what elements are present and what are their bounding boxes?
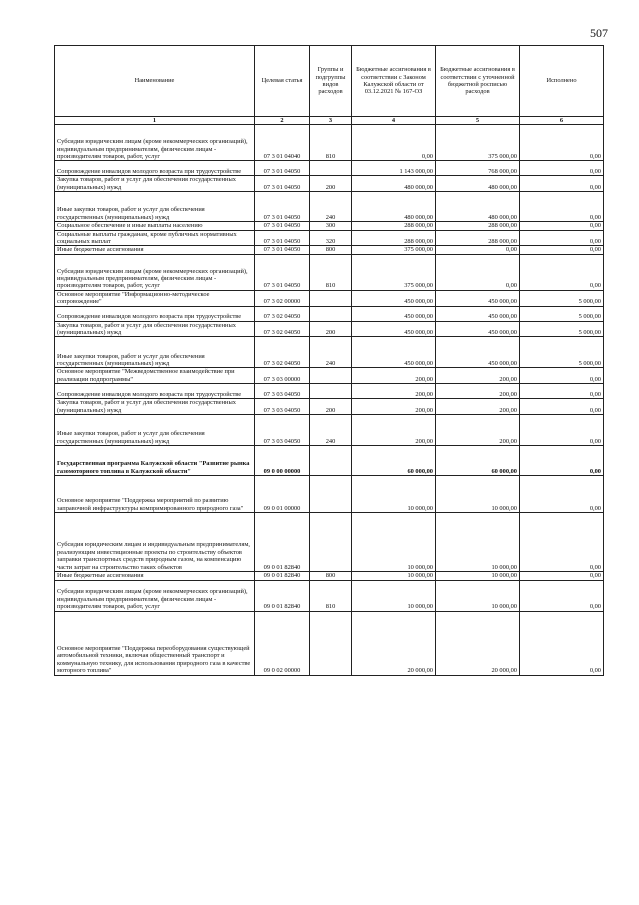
cell-code: 07 3 02 04050: [255, 337, 310, 368]
cell-executed: 0,00: [520, 513, 604, 572]
table-row: [55, 415, 604, 446]
cell-name: Субсидии юридическим лицам (кроме некоммерческих организаций), индивидуальным предпринимателям, физическим лицам - производителям товаров, работ, услуг: [55, 580, 255, 611]
cell-alloc-updated: 288 000,00: [436, 230, 520, 246]
table-row: [55, 611, 604, 675]
cell-executed: 0,00: [520, 368, 604, 384]
cell-executed: 0,00: [520, 192, 604, 222]
cell-alloc-updated: 288 000,00: [436, 222, 520, 230]
cell-code: 07 3 01 04040: [255, 125, 310, 161]
budget-table: [54, 45, 604, 676]
cell-group: 320: [310, 230, 352, 246]
header-row: [55, 46, 604, 117]
cell-name: Закупка товаров, работ и услуг для обеспечения государственных (муниципальных) нужд: [55, 399, 255, 415]
cell-name: Закупка товаров, работ и услуг для обеспечения государственных (муниципальных) нужд: [55, 321, 255, 337]
header-group: Группы и подгруппы видов расходов: [310, 46, 352, 117]
cell-group: 800: [310, 572, 352, 580]
cell-group: [310, 384, 352, 399]
table-row: [55, 176, 604, 192]
column-number: 2: [255, 117, 310, 125]
table-row: [55, 572, 604, 580]
cell-code: 09 0 01 82840: [255, 580, 310, 611]
cell-name: Сопровождение инвалидов молодого возраста при трудоустройстве: [55, 161, 255, 176]
table-row: [55, 192, 604, 222]
column-number: 5: [436, 117, 520, 125]
cell-executed: 5 000,00: [520, 321, 604, 337]
column-number: 1: [55, 117, 255, 125]
cell-group: [310, 611, 352, 675]
cell-alloc-updated: 10 000,00: [436, 476, 520, 513]
cell-name: Социальное обеспечение и иные выплаты населению: [55, 222, 255, 230]
cell-code: 07 3 01 04050: [255, 161, 310, 176]
cell-code: 09 0 01 82840: [255, 513, 310, 572]
table-row: [55, 368, 604, 384]
cell-executed: 0,00: [520, 446, 604, 476]
cell-code: 09 0 01 00000: [255, 476, 310, 513]
column-number: 3: [310, 117, 352, 125]
cell-code: 07 3 03 04050: [255, 399, 310, 415]
table-row: [55, 513, 604, 572]
cell-name: Субсидия юридическим лицам и индивидуальным предпринимателям, реализующим инвестиционные проекты по строительству объектов заправки транспортных средств природным газом, на компенсацию части затрат на строительство таких объектов: [55, 513, 255, 572]
cell-alloc-law: 0,00: [352, 125, 436, 161]
cell-executed: 0,00: [520, 611, 604, 675]
cell-name: Основное мероприятие "Поддержка переоборудования существующей автомобильной техники, включая общественный транспорт и коммунальную технику, для использования природного газа в качестве моторного топлива": [55, 611, 255, 675]
cell-alloc-law: 1 143 000,00: [352, 161, 436, 176]
header-name: Наименование: [55, 46, 255, 117]
cell-group: 810: [310, 125, 352, 161]
cell-alloc-law: 10 000,00: [352, 513, 436, 572]
cell-group: [310, 513, 352, 572]
cell-code: 07 3 03 00000: [255, 368, 310, 384]
cell-name: Основное мероприятие "Поддержка мероприятий по развитию заправочной инфраструктуры компримированного природного газа": [55, 476, 255, 513]
cell-name: Социальные выплаты гражданам, кроме публичных нормативных социальных выплат: [55, 230, 255, 246]
cell-executed: 0,00: [520, 572, 604, 580]
table-row: [55, 254, 604, 290]
cell-group: 810: [310, 580, 352, 611]
table-row: [55, 222, 604, 230]
cell-alloc-updated: 60 000,00: [436, 446, 520, 476]
cell-group: [310, 161, 352, 176]
cell-executed: 0,00: [520, 254, 604, 290]
cell-executed: 0,00: [520, 415, 604, 446]
header-code: Целевая статья: [255, 46, 310, 117]
cell-executed: 0,00: [520, 246, 604, 254]
cell-executed: 0,00: [520, 230, 604, 246]
cell-name: Иные закупки товаров, работ и услуг для обеспечения государственных (муниципальных) нужд: [55, 337, 255, 368]
cell-name: Сопровождение инвалидов молодого возраста при трудоустройстве: [55, 384, 255, 399]
cell-alloc-law: 288 000,00: [352, 230, 436, 246]
cell-alloc-law: 10 000,00: [352, 580, 436, 611]
cell-name: Иные закупки товаров, работ и услуг для обеспечения государственных (муниципальных) нужд: [55, 192, 255, 222]
cell-alloc-law: 480 000,00: [352, 176, 436, 192]
cell-alloc-updated: 20 000,00: [436, 611, 520, 675]
cell-code: 07 3 01 04050: [255, 254, 310, 290]
cell-alloc-law: 20 000,00: [352, 611, 436, 675]
cell-code: 09 0 00 00000: [255, 446, 310, 476]
header-executed: Исполнено: [520, 46, 604, 117]
cell-code: 07 3 03 04050: [255, 384, 310, 399]
cell-executed: 5 000,00: [520, 290, 604, 306]
cell-alloc-law: 200,00: [352, 368, 436, 384]
cell-alloc-updated: 10 000,00: [436, 580, 520, 611]
column-number: 6: [520, 117, 604, 125]
cell-code: 07 3 03 04050: [255, 415, 310, 446]
cell-alloc-law: 450 000,00: [352, 290, 436, 306]
table-row: [55, 321, 604, 337]
table-row: [55, 580, 604, 611]
cell-executed: 5 000,00: [520, 337, 604, 368]
cell-group: 240: [310, 337, 352, 368]
cell-group: 300: [310, 222, 352, 230]
cell-code: 07 3 01 04050: [255, 176, 310, 192]
cell-alloc-updated: 200,00: [436, 415, 520, 446]
cell-name: Иные бюджетные ассигнования: [55, 246, 255, 254]
cell-alloc-law: 200,00: [352, 384, 436, 399]
cell-executed: 0,00: [520, 399, 604, 415]
cell-alloc-law: 480 000,00: [352, 192, 436, 222]
page-number: 507: [590, 26, 608, 40]
cell-alloc-law: 200,00: [352, 415, 436, 446]
cell-executed: 0,00: [520, 176, 604, 192]
cell-code: 07 3 02 04050: [255, 306, 310, 321]
cell-executed: 0,00: [520, 161, 604, 176]
cell-group: [310, 476, 352, 513]
cell-code: 07 3 01 04050: [255, 230, 310, 246]
cell-alloc-updated: 450 000,00: [436, 337, 520, 368]
column-number: 4: [352, 117, 436, 125]
cell-code: 07 3 01 04050: [255, 246, 310, 254]
table-row: [55, 399, 604, 415]
cell-alloc-updated: 480 000,00: [436, 192, 520, 222]
cell-name: Государственная программа Калужской области "Развитие рынка газомоторного топлива в Калужской области": [55, 446, 255, 476]
column-numbers-row: [55, 117, 604, 125]
cell-group: [310, 290, 352, 306]
cell-name: Иные закупки товаров, работ и услуг для обеспечения государственных (муниципальных) нужд: [55, 415, 255, 446]
cell-alloc-law: 200,00: [352, 399, 436, 415]
cell-alloc-updated: 0,00: [436, 254, 520, 290]
table-row: [55, 290, 604, 306]
cell-alloc-updated: 10 000,00: [436, 572, 520, 580]
cell-group: 240: [310, 415, 352, 446]
cell-alloc-updated: 375 000,00: [436, 125, 520, 161]
table-row: [55, 230, 604, 246]
table-row: [55, 125, 604, 161]
cell-alloc-law: 450 000,00: [352, 337, 436, 368]
cell-executed: 0,00: [520, 580, 604, 611]
cell-group: 200: [310, 399, 352, 415]
table-row: [55, 384, 604, 399]
cell-code: 07 3 01 04050: [255, 222, 310, 230]
table-row: [55, 446, 604, 476]
cell-alloc-law: 288 000,00: [352, 222, 436, 230]
cell-alloc-law: 375 000,00: [352, 246, 436, 254]
cell-code: 09 0 01 82840: [255, 572, 310, 580]
cell-executed: 0,00: [520, 384, 604, 399]
table-row: [55, 476, 604, 513]
cell-code: 07 3 02 04050: [255, 321, 310, 337]
cell-alloc-updated: 480 000,00: [436, 176, 520, 192]
cell-alloc-updated: 200,00: [436, 368, 520, 384]
cell-group: [310, 368, 352, 384]
table-row: [55, 306, 604, 321]
cell-alloc-updated: 450 000,00: [436, 321, 520, 337]
cell-alloc-law: 60 000,00: [352, 446, 436, 476]
cell-name: Иные бюджетные ассигнования: [55, 572, 255, 580]
cell-alloc-law: 450 000,00: [352, 321, 436, 337]
cell-alloc-updated: 450 000,00: [436, 306, 520, 321]
cell-alloc-updated: 450 000,00: [436, 290, 520, 306]
table-row: [55, 337, 604, 368]
cell-name: Основное мероприятие "Межведомственное взаимодействие при реализации подпрограммы": [55, 368, 255, 384]
cell-name: Субсидии юридическим лицам (кроме некоммерческих организаций), индивидуальным предпринимателям, физическим лицам - производителям товаров, работ, услуг: [55, 254, 255, 290]
cell-group: 200: [310, 176, 352, 192]
cell-name: Закупка товаров, работ и услуг для обеспечения государственных (муниципальных) нужд: [55, 176, 255, 192]
cell-alloc-updated: 200,00: [436, 384, 520, 399]
header-alloc-law: Бюджетные ассигнования в соответствии с Законом Калужской области от 03.12.2021 № 167-ОЗ: [352, 46, 436, 117]
cell-name: Сопровождение инвалидов молодого возраста при трудоустройстве: [55, 306, 255, 321]
table-row: [55, 246, 604, 254]
cell-alloc-law: 375 000,00: [352, 254, 436, 290]
cell-alloc-updated: 10 000,00: [436, 513, 520, 572]
table-row: [55, 161, 604, 176]
cell-name: Субсидии юридическим лицам (кроме некоммерческих организаций), индивидуальным предпринимателям, физическим лицам - производителям товаров, работ, услуг: [55, 125, 255, 161]
cell-alloc-law: 10 000,00: [352, 572, 436, 580]
cell-executed: 0,00: [520, 476, 604, 513]
cell-alloc-law: 10 000,00: [352, 476, 436, 513]
cell-group: [310, 306, 352, 321]
cell-name: Основное мероприятие "Информационно-методическое сопровождение": [55, 290, 255, 306]
cell-executed: 5 000,00: [520, 306, 604, 321]
cell-group: 800: [310, 246, 352, 254]
cell-code: 07 3 02 00000: [255, 290, 310, 306]
header-alloc-updated: Бюджетные ассигнования в соответствии с уточненной бюджетной росписью расходов: [436, 46, 520, 117]
cell-executed: 0,00: [520, 125, 604, 161]
cell-group: [310, 446, 352, 476]
cell-alloc-law: 450 000,00: [352, 306, 436, 321]
cell-executed: 0,00: [520, 222, 604, 230]
cell-code: 09 0 02 00000: [255, 611, 310, 675]
cell-alloc-updated: 200,00: [436, 399, 520, 415]
cell-group: 240: [310, 192, 352, 222]
cell-group: 200: [310, 321, 352, 337]
cell-group: 810: [310, 254, 352, 290]
cell-code: 07 3 01 04050: [255, 192, 310, 222]
cell-alloc-updated: 0,00: [436, 246, 520, 254]
cell-alloc-updated: 768 000,00: [436, 161, 520, 176]
